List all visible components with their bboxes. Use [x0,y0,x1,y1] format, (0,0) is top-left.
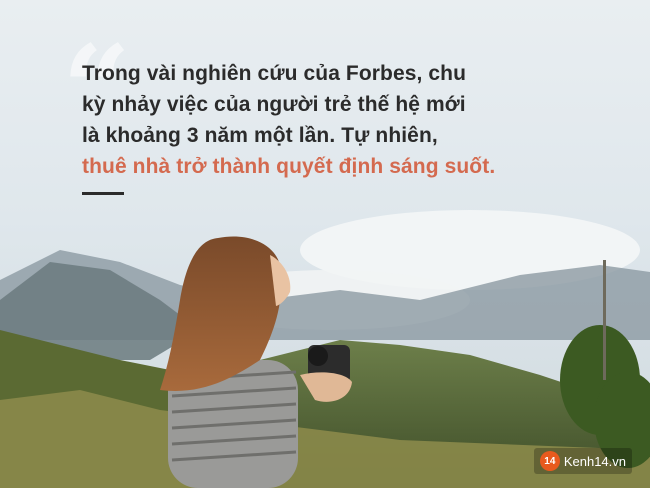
quote-line: Trong vài nghiên cứu của Forbes, chu [82,62,467,85]
watermark-site-name: Kenh14.vn [563,453,626,469]
kenh14-logo: 14 [540,451,560,471]
quote-line: kỳ nhảy việc của người trẻ thế hệ mới [82,93,466,116]
quote-underline-dash [82,192,124,195]
quote-highlight-line: thuê nhà trở thành quyết định sáng suốt. [82,155,496,178]
quote-mark: “ [62,19,132,160]
quote-line: là khoảng 3 năm một lần. Tự nhiên, [82,124,438,147]
site-watermark [534,448,632,474]
quote-text [82,58,552,182]
